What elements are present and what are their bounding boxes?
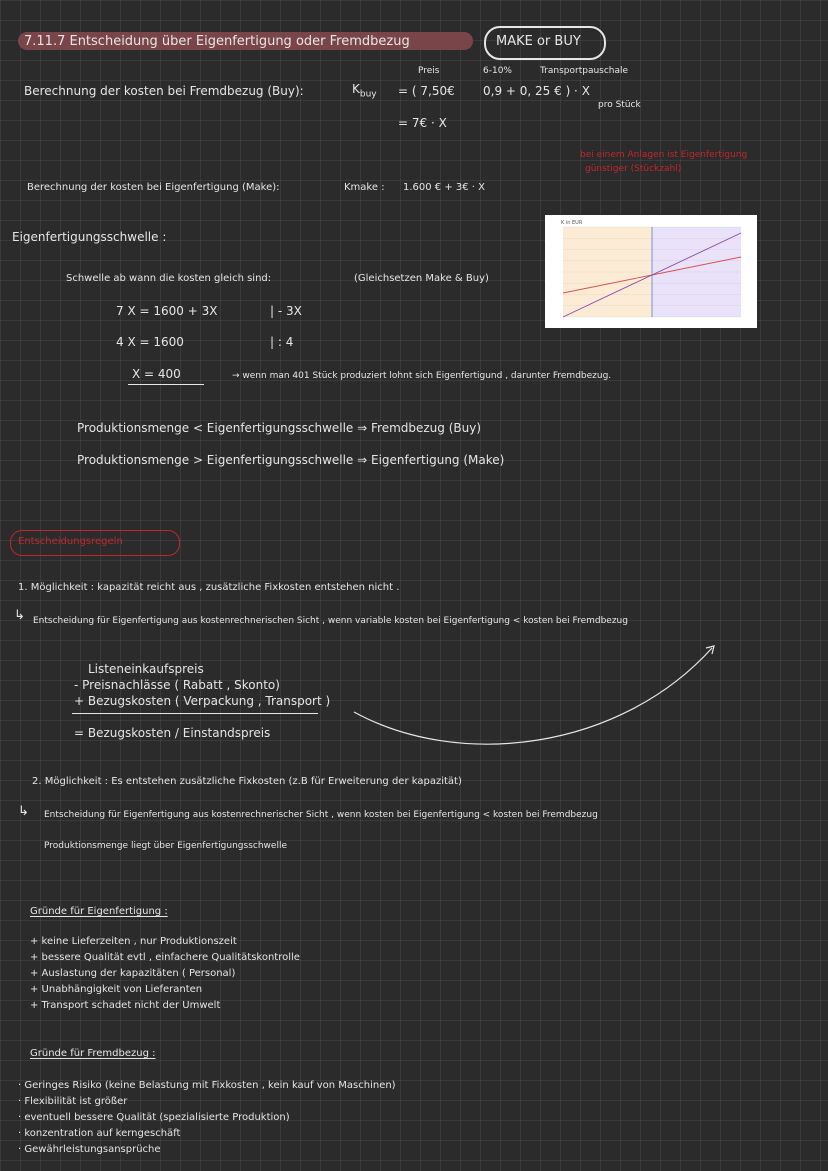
list-item: · Flexibilität ist größer [18, 1096, 128, 1107]
make-label: Berechnung der kosten bei Eigenfertigung (Make): [27, 182, 280, 193]
chart-title: K in EUR [561, 220, 583, 226]
k-buy-sub: buy [359, 89, 377, 100]
calc-line3: + Bezugskosten ( Verpackung , Transport ) [74, 694, 331, 708]
moeglichkeit2-arrow: ↳ [18, 804, 29, 819]
equation-2-op: | : 4 [270, 335, 294, 349]
kmake-label: Kmake : [344, 182, 385, 193]
schwelle-intro-paren: (Gleichsetzen Make & Buy) [354, 273, 489, 284]
buy-label: Berechnung der kosten bei Fremdbezug (Buy): [24, 84, 304, 98]
list-item: + keine Lieferzeiten , nur Produktionszeit [30, 936, 237, 947]
k-symbol: K [352, 82, 360, 96]
make-or-buy-label: MAKE or BUY [496, 34, 581, 49]
equation-3-underline [128, 384, 204, 385]
moeglichkeit2-decision: Entscheidung für Eigenfertigung aus kostenrechnerischer Sicht , wenn kosten bei Eigenfertigung < kosten bei Fremdbezug [44, 810, 598, 820]
rule-make: Produktionsmenge > Eigenfertigungsschwelle ⇒ Eigenfertigung (Make) [77, 453, 505, 467]
list-item: + Transport schadet nicht der Umwelt [30, 1000, 221, 1011]
chart-thumbnail [545, 215, 757, 328]
chart-svg [545, 215, 757, 328]
schwelle-heading: Eigenfertigungsschwelle : [12, 230, 167, 244]
curved-arrow [340, 640, 730, 760]
page-title: 7.11.7 Entscheidung über Eigenfertigung oder Fremdbezug [24, 34, 410, 49]
list-item: + Auslastung der kapazitäten ( Personal) [30, 968, 236, 979]
calc-line1: Listeneinkaufspreis [88, 662, 204, 676]
make-formula: 1.600 € + 3€ · X [403, 182, 486, 193]
calc-line2: - Preisnachlässe ( Rabatt , Skonto) [74, 678, 280, 692]
list-item: · eventuell bessere Qualität (spezialisierte Produktion) [18, 1112, 290, 1123]
moeglichkeit2-title: 2. Möglichkeit : Es entstehen zusätzliche Fixkosten (z.B für Erweiterung der kapazität) [32, 776, 462, 787]
chart-region-buy [563, 227, 652, 317]
list-item: · Geringes Risiko (keine Belastung mit Fixkosten , kein kauf von Maschinen) [18, 1080, 396, 1091]
gruende-fremd-heading: Gründe für Fremdbezug : [30, 1048, 156, 1059]
equation-1: 7 X = 1600 + 3X [116, 304, 218, 318]
k-buy-symbol [352, 82, 377, 100]
schwelle-result: → wenn man 401 Stück produziert lohnt sich Eigenfertigund , darunter Fremdbezug. [232, 371, 612, 381]
red-note-line2: günstiger (Stückzahl) [585, 164, 682, 174]
moeglichkeit2-note: Produktionsmenge liegt über Eigenfertigungsschwelle [44, 841, 287, 851]
gruende-eigen-heading: Gründe für Eigenfertigung : [30, 906, 168, 917]
rule-buy: Produktionsmenge < Eigenfertigungsschwelle ⇒ Fremdbezug (Buy) [77, 421, 482, 435]
pro-stueck-label: pro Stück [598, 100, 641, 110]
list-item: · konzentration auf kerngeschäft [18, 1128, 181, 1139]
preis-label: Preis [418, 66, 440, 76]
moeglichkeit1-decision: Entscheidung für Eigenfertigung aus kostenrechnerischen Sicht , wenn variable kosten bei Eigenfertigung < kosten bei Fremdbezug [33, 616, 628, 626]
buy-formula-1a: = ( 7,50€ [398, 84, 455, 98]
list-item: + bessere Qualität evtl , einfachere Qualitätskontrolle [30, 952, 300, 963]
equation-2: 4 X = 1600 [116, 335, 184, 349]
transport-label: Transportpauschale [540, 66, 629, 76]
schwelle-intro: Schwelle ab wann die kosten gleich sind: [66, 273, 272, 284]
list-item: + Unabhängigkeit von Lieferanten [30, 984, 203, 995]
calc-line4: = Bezugskosten / Einstandspreis [74, 726, 271, 740]
list-item: · Gewährleistungsansprüche [18, 1144, 161, 1155]
red-note-line1: bei einem Anlagen ist Eigenfertigung [580, 150, 748, 160]
moeglichkeit1-arrow: ↳ [14, 608, 25, 623]
calc-divider [72, 713, 318, 714]
equation-1-op: | - 3X [270, 304, 302, 318]
moeglichkeit1-title: 1. Möglichkeit : kapazität reicht aus , zusätzliche Fixkosten entstehen nicht . [18, 582, 400, 593]
percent-label: 6-10% [483, 66, 512, 76]
buy-formula-1b: 0,9 + 0, 25 € ) · X [483, 84, 590, 98]
section2-label: Entscheidungsregeln [18, 536, 123, 547]
buy-formula-2: = 7€ · X [398, 116, 447, 130]
equation-3: X = 400 [132, 367, 181, 381]
